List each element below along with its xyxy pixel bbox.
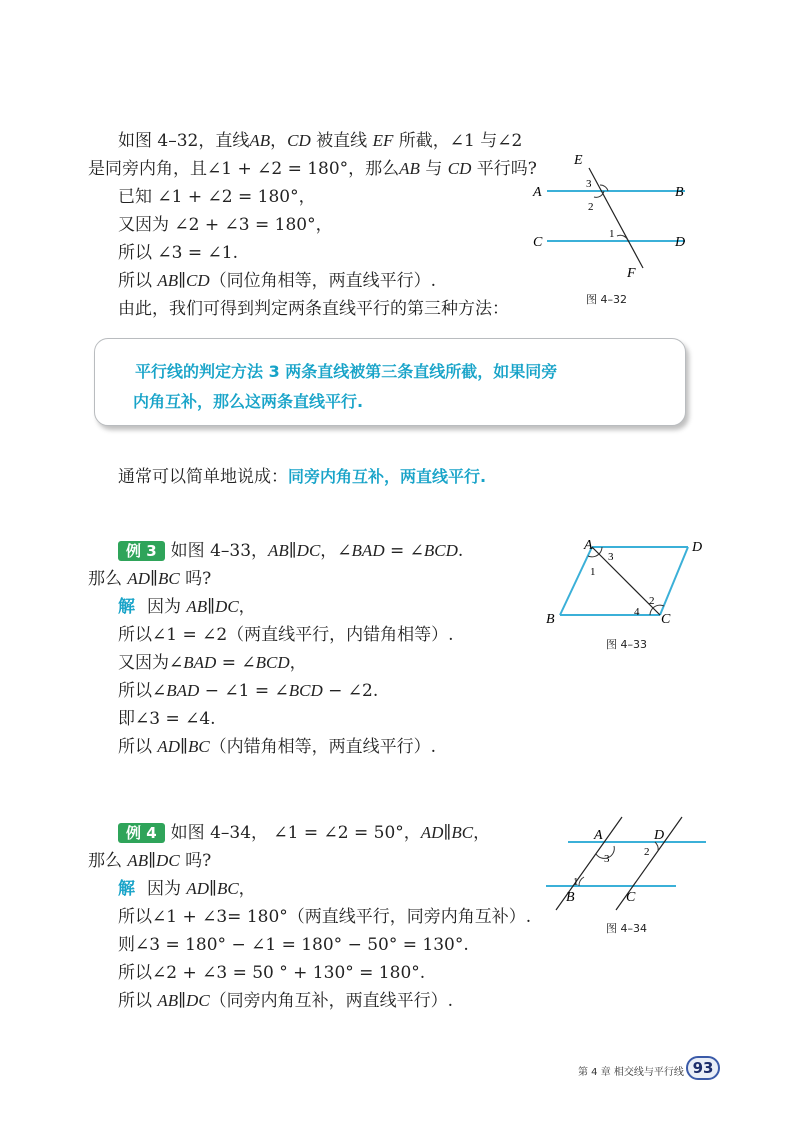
- example3-step-1: 解 因为 AB∥DC，: [118, 597, 256, 617]
- angle-label-3: 3: [608, 551, 614, 563]
- example4-step-5: 所以 AB∥DC（同旁内角互补，两直线平行）.: [118, 991, 454, 1011]
- label-a: A: [533, 185, 542, 200]
- line-ef: [589, 168, 643, 268]
- example3-step-4: 所以∠BAD − ∠1 = ∠BCD − ∠2.: [118, 681, 379, 701]
- hence-line: 由此，我们可得到判定两条直线平行的第三种方法：: [118, 299, 509, 319]
- figure-4-33: [540, 535, 715, 630]
- chapter-footer: 第 4 章 相交线与平行线: [578, 1067, 684, 1078]
- so-line-1: 所以 ∠3 = ∠1.: [118, 243, 238, 263]
- example4-step-3: 则∠3 = 180° − ∠1 = 180° − 50° = 130°.: [118, 935, 469, 955]
- label-e: E: [574, 153, 583, 168]
- example4-tag: 例 4: [118, 823, 165, 843]
- angle-arc-3: [599, 547, 602, 554]
- example4-line-1: 例 4 如图 4–34， ∠1 = ∠2 = 50°，AD∥BC，: [118, 822, 490, 844]
- example3-step-5: 即∠3 = ∠4.: [118, 709, 216, 729]
- page-number: 93: [686, 1056, 720, 1080]
- angle-arc-1: [588, 554, 599, 557]
- angle-arc-4: [650, 608, 653, 615]
- segment-dc: [660, 547, 688, 615]
- example3-line-2: 那么 AD∥BC 吗?: [88, 569, 212, 589]
- para-line-2: 是同旁内角，且∠1 + ∠2 = 180°，那么AB 与 CD 平行吗?: [88, 159, 537, 179]
- theorem-box: [94, 338, 686, 426]
- label-d: D: [675, 235, 686, 250]
- angle-label-1: 1: [590, 566, 596, 578]
- angle-label-2: 2: [588, 201, 594, 213]
- caption-4-32: 图 4–32: [586, 293, 627, 306]
- angle-label-3: 3: [604, 853, 610, 865]
- caption-4-34: 图 4–34: [606, 922, 647, 935]
- example3-step-6: 所以 AD∥BC（内错角相等，两直线平行）.: [118, 737, 437, 757]
- label-b: B: [566, 890, 575, 905]
- so-line-2: 所以 AB∥CD（同位角相等，两直线平行）.: [118, 271, 437, 291]
- label-c: C: [533, 235, 543, 250]
- label-a: A: [584, 538, 593, 553]
- theorem-text: 平行线的判定方法 3 两条直线被第三条直线所截，如果同旁 内角互补，那么这两条直线平行.: [133, 362, 558, 411]
- solution-marker: 解: [118, 597, 135, 617]
- caption-4-33: 图 4–33: [606, 638, 647, 651]
- example3-step-2: 所以∠1 = ∠2（两直线平行，内错角相等）.: [118, 625, 454, 645]
- example3-line-1: 例 3 如图 4–33，AB∥DC，∠BAD = ∠BCD.: [118, 540, 463, 562]
- known-line: 已知 ∠1 + ∠2 = 180°，: [118, 187, 316, 207]
- label-c: C: [661, 612, 671, 627]
- label-a: A: [594, 828, 603, 843]
- example4-step-2: 所以∠1 + ∠3= 180°（两直线平行，同旁内角互补）.: [118, 907, 532, 927]
- example4-step-4: 所以∠2 + ∠3 = 50 ° + 130° = 180°.: [118, 963, 426, 983]
- segment-ab: [560, 547, 592, 615]
- because-line: 又因为 ∠2 + ∠3 = 180°，: [118, 215, 333, 235]
- example4-line-2: 那么 AB∥DC 吗?: [88, 851, 212, 871]
- example3-tag: 例 3: [118, 541, 165, 561]
- angle-label-2: 2: [649, 595, 655, 607]
- example3-step-3: 又因为∠BAD = ∠BCD，: [118, 653, 307, 673]
- label-d: D: [654, 828, 665, 843]
- solution-marker: 解: [118, 879, 135, 899]
- angle-label-1: 1: [609, 228, 615, 240]
- figure-4-34: [540, 815, 715, 915]
- angle-label-1: 1: [573, 876, 579, 888]
- label-c: C: [626, 890, 636, 905]
- angle-arc-2: [655, 842, 658, 851]
- label-d: D: [692, 540, 703, 555]
- figure-4-32: [525, 150, 700, 290]
- example4-step-1: 解 因为 AD∥BC，: [118, 879, 256, 899]
- angle-label-2: 2: [644, 846, 650, 858]
- label-b: B: [546, 612, 555, 627]
- label-f: F: [627, 266, 636, 281]
- label-b: B: [675, 185, 684, 200]
- angle-arc-1: [579, 877, 584, 886]
- angle-label-4: 4: [634, 606, 640, 618]
- angle-label-3: 3: [586, 178, 592, 190]
- summary-line: 通常可以简单地说成：同旁内角互补，两直线平行.: [118, 467, 487, 487]
- para-line-1: 如图 4–32，直线AB，CD 被直线 EF 所截，∠1 与∠2: [118, 131, 523, 151]
